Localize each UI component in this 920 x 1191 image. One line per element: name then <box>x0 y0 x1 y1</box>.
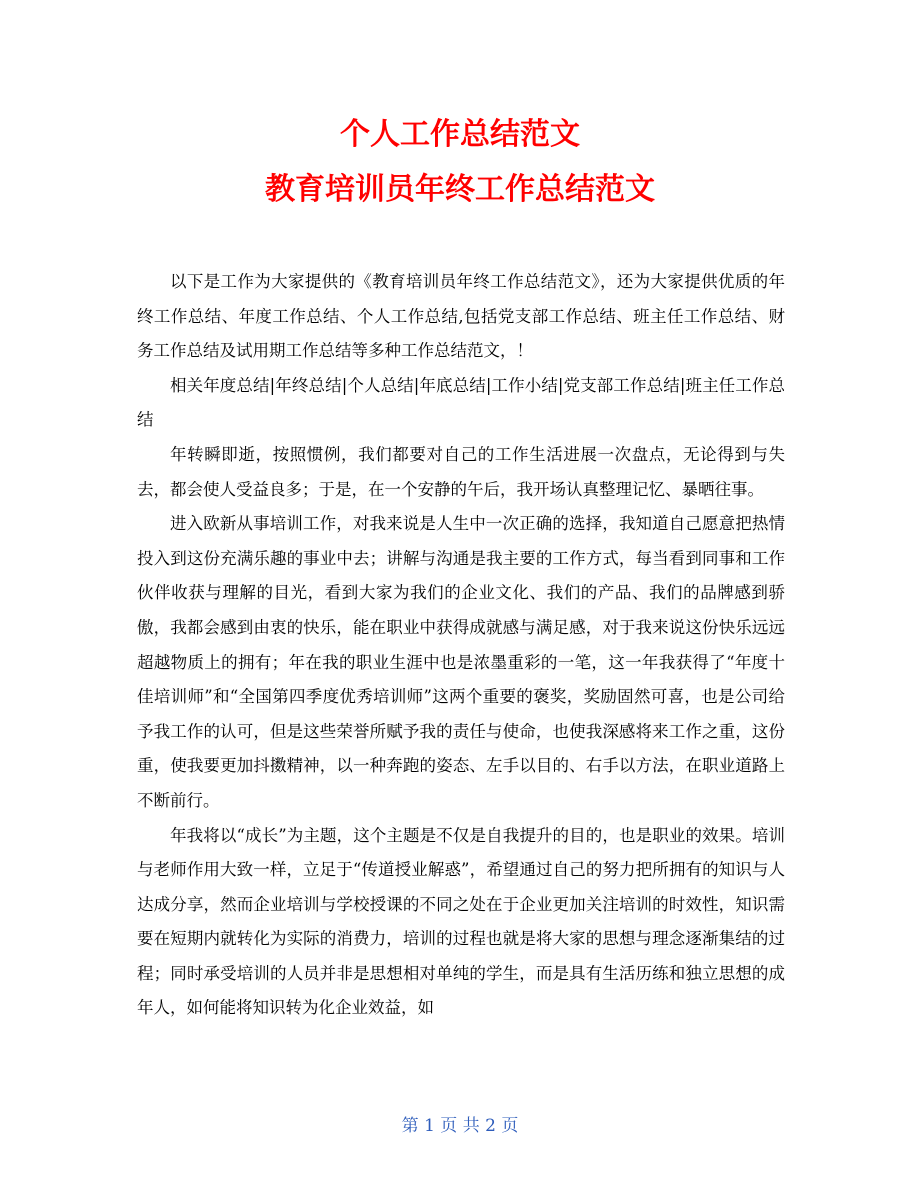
career-paragraph: 进入欧新从事培训工作，对我来说是人生中一次正确的选择，我知道自己愿意把热情投入到这份充满乐趣的事业中去；讲解与沟通是我主要的工作方式，每当看到同事和工作伙伴收获与理解的目光，看到大家为我们的企业文化、我们的产品、我们的品牌感到骄傲，我都会感到由衷的快乐，能在职业中获得成就感与满足感，对于我来说这份快乐远远超越物质上的拥有；年在我的职业生涯中也是浓墨重彩的一笔，这一年我获得了“年度十佳培训师”和“全国第四季度优秀培训师”这两个重要的褒奖，奖励固然可喜，也是公司给予我工作的认可，但是这些荣誉所赋予我的责任与使命，也使我深感将来工作之重，这份重，使我要更加抖擞精神，以一种奔跑的姿态、左手以目的、右手以方法，在职业道路上不断前行。 <box>137 514 785 810</box>
related-links-paragraph: 相关年度总结|年终总结|个人总结|年底总结|工作小结|党支部工作总结|班主任工作总结 <box>137 375 785 430</box>
document-title: 个人工作总结范文 <box>340 117 580 152</box>
plan-paragraph: 年我将以“成长”为主题，这个主题是不仅是自我提升的目的，也是职业的效果。培训与老师作用大致一样，立足于“传道授业解惑”，希望通过自己的努力把所拥有的知识与人达成分享，然而企业培训与学校授课的不同之处在于企业更加关注培训的时效性，知识需要在短期内就转化为实际的消费力，培训的过程也就是将大家的思想与理念逐渐集结的过程；同时承受培训的人员并非是思想相对单纯的学生，而是具有生活历练和独立思想的成年人，如何能将知识转为化企业效益，如 <box>137 825 785 1018</box>
opening-paragraph: 年转瞬即逝，按照惯例，我们都要对自己的工作生活进展一次盘点，无论得到与失去，都会使人受益良多；于是，在一个安静的午后，我开场认真整理记忆、暴晒往事。 <box>137 444 785 499</box>
page-number-footer: 第 1 页 共 2 页 <box>401 1116 519 1136</box>
document-subtitle: 教育培训员年终工作总结范文 <box>265 172 655 207</box>
intro-paragraph: 以下是工作为大家提供的《教育培训员年终工作总结范文》，还为大家提供优质的年终工作总结、年度工作总结、个人工作总结,包括党支部工作总结、班主任工作总结、财务工作总结及试用期工作总结等多种工作总结范文，！ <box>137 272 785 361</box>
document-body <box>137 265 785 1026</box>
